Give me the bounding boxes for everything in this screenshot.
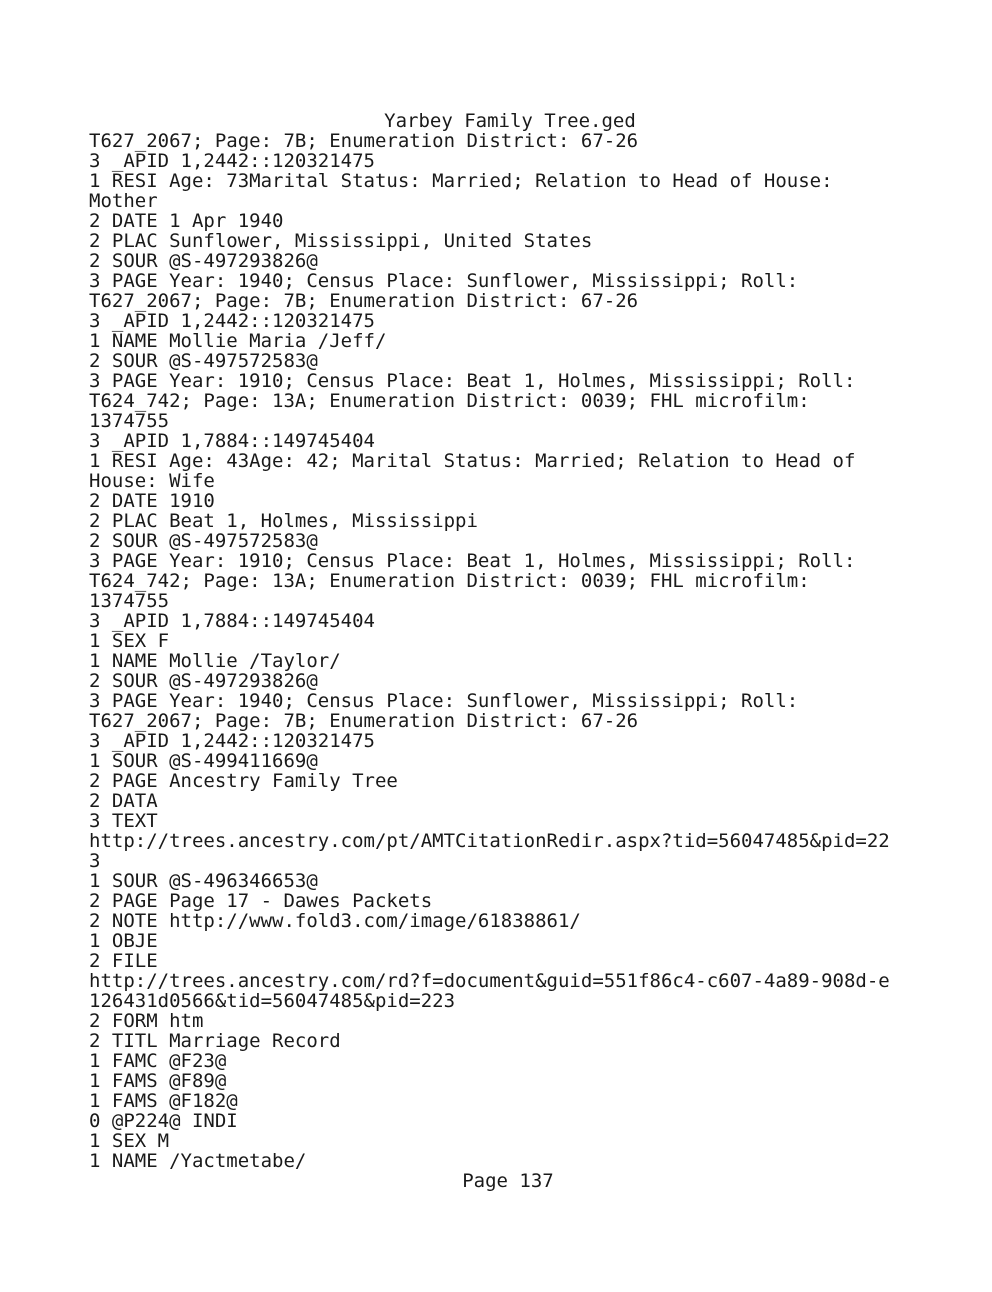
text-line: 1 FAMC @F23@ [89,1050,227,1072]
text-line: 0 @P224@ INDI [89,1110,238,1132]
text-line: 3 _APID 1,2442::120321475 [89,310,375,332]
text-line: 2 TITL Marriage Record [89,1030,341,1052]
gedcom-text-body [89,131,949,1171]
text-line: 2 SOUR @S-497293826@ [89,250,318,272]
text-line: 2 NOTE http://www.fold3.com/image/61838861/ [89,910,581,932]
text-line: 2 SOUR @S-497293826@ [89,670,318,692]
text-line: 1374755 [89,410,170,432]
text-line: 2 DATE 1 Apr 1940 [89,210,284,232]
text-line: 2 PLAC Sunflower, Mississippi, United States [89,230,593,252]
text-line: 1 NAME Mollie Maria /Jeff/ [89,330,387,352]
text-line: T627_2067; Page: 7B; Enumeration District: 67-26 [89,710,639,732]
text-line: T624_742; Page: 13A; Enumeration District: 0039; FHL microfilm: [89,570,810,592]
text-line: http://trees.ancestry.com/pt/AMTCitationRedir.aspx?tid=56047485&pid=22 [89,830,890,852]
text-line: 1 NAME Mollie /Taylor/ [89,650,341,672]
text-line: T624_742; Page: 13A; Enumeration District: 0039; FHL microfilm: [89,390,810,412]
page-number: Page 137 [462,1170,554,1192]
text-line: House: Wife [89,470,215,492]
document-title: Yarbey Family Tree.ged [384,110,636,132]
text-line: 1 NAME /Yactmetabe/ [89,1150,307,1172]
text-line: 3 _APID 1,7884::149745404 [89,430,375,452]
text-line: 1 SOUR @S-499411669@ [89,750,318,772]
text-line: 2 PAGE Ancestry Family Tree [89,770,398,792]
text-line: 2 PLAC Beat 1, Holmes, Mississippi [89,510,478,532]
text-line: 2 FORM htm [89,1010,204,1032]
text-line: 1 FAMS @F182@ [89,1090,238,1112]
text-line: 126431d0566&tid=56047485&pid=223 [89,990,456,1012]
text-line: 1 OBJE [89,930,158,952]
text-line: 3 [89,850,101,872]
text-line: 3 PAGE Year: 1940; Census Place: Sunflower, Mississippi; Roll: [89,270,799,292]
text-line: 3 TEXT [89,810,158,832]
text-line: 2 SOUR @S-497572583@ [89,350,318,372]
text-line: 3 PAGE Year: 1910; Census Place: Beat 1, Holmes, Mississippi; Roll: [89,550,856,572]
text-line: 1 SEX F [89,630,170,652]
text-line: 1 RESI Age: 73Marital Status: Married; Relation to Head of House: [89,170,833,192]
text-line: 2 FILE [89,950,158,972]
text-line: 1 RESI Age: 43Age: 42; Marital Status: Married; Relation to Head of [89,450,856,472]
text-line: 1 SEX M [89,1130,170,1152]
text-line: 1 SOUR @S-496346653@ [89,870,318,892]
text-line: T627_2067; Page: 7B; Enumeration District: 67-26 [89,130,639,152]
text-line: 3 PAGE Year: 1910; Census Place: Beat 1, Holmes, Mississippi; Roll: [89,370,856,392]
text-line: 3 _APID 1,7884::149745404 [89,610,375,632]
text-line: 3 PAGE Year: 1940; Census Place: Sunflower, Mississippi; Roll: [89,690,799,712]
text-line: 2 SOUR @S-497572583@ [89,530,318,552]
text-line: T627_2067; Page: 7B; Enumeration District: 67-26 [89,290,639,312]
text-line: Mother [89,190,158,212]
text-line: 2 DATE 1910 [89,490,215,512]
text-line: 2 PAGE Page 17 - Dawes Packets [89,890,433,912]
text-line: 1374755 [89,590,170,612]
text-line: 3 _APID 1,2442::120321475 [89,150,375,172]
text-line: 1 FAMS @F89@ [89,1070,227,1092]
text-line: 3 _APID 1,2442::120321475 [89,730,375,752]
text-line: http://trees.ancestry.com/rd?f=document&guid=551f86c4-c607-4a89-908d-e [89,970,890,992]
text-line: 2 DATA [89,790,158,812]
